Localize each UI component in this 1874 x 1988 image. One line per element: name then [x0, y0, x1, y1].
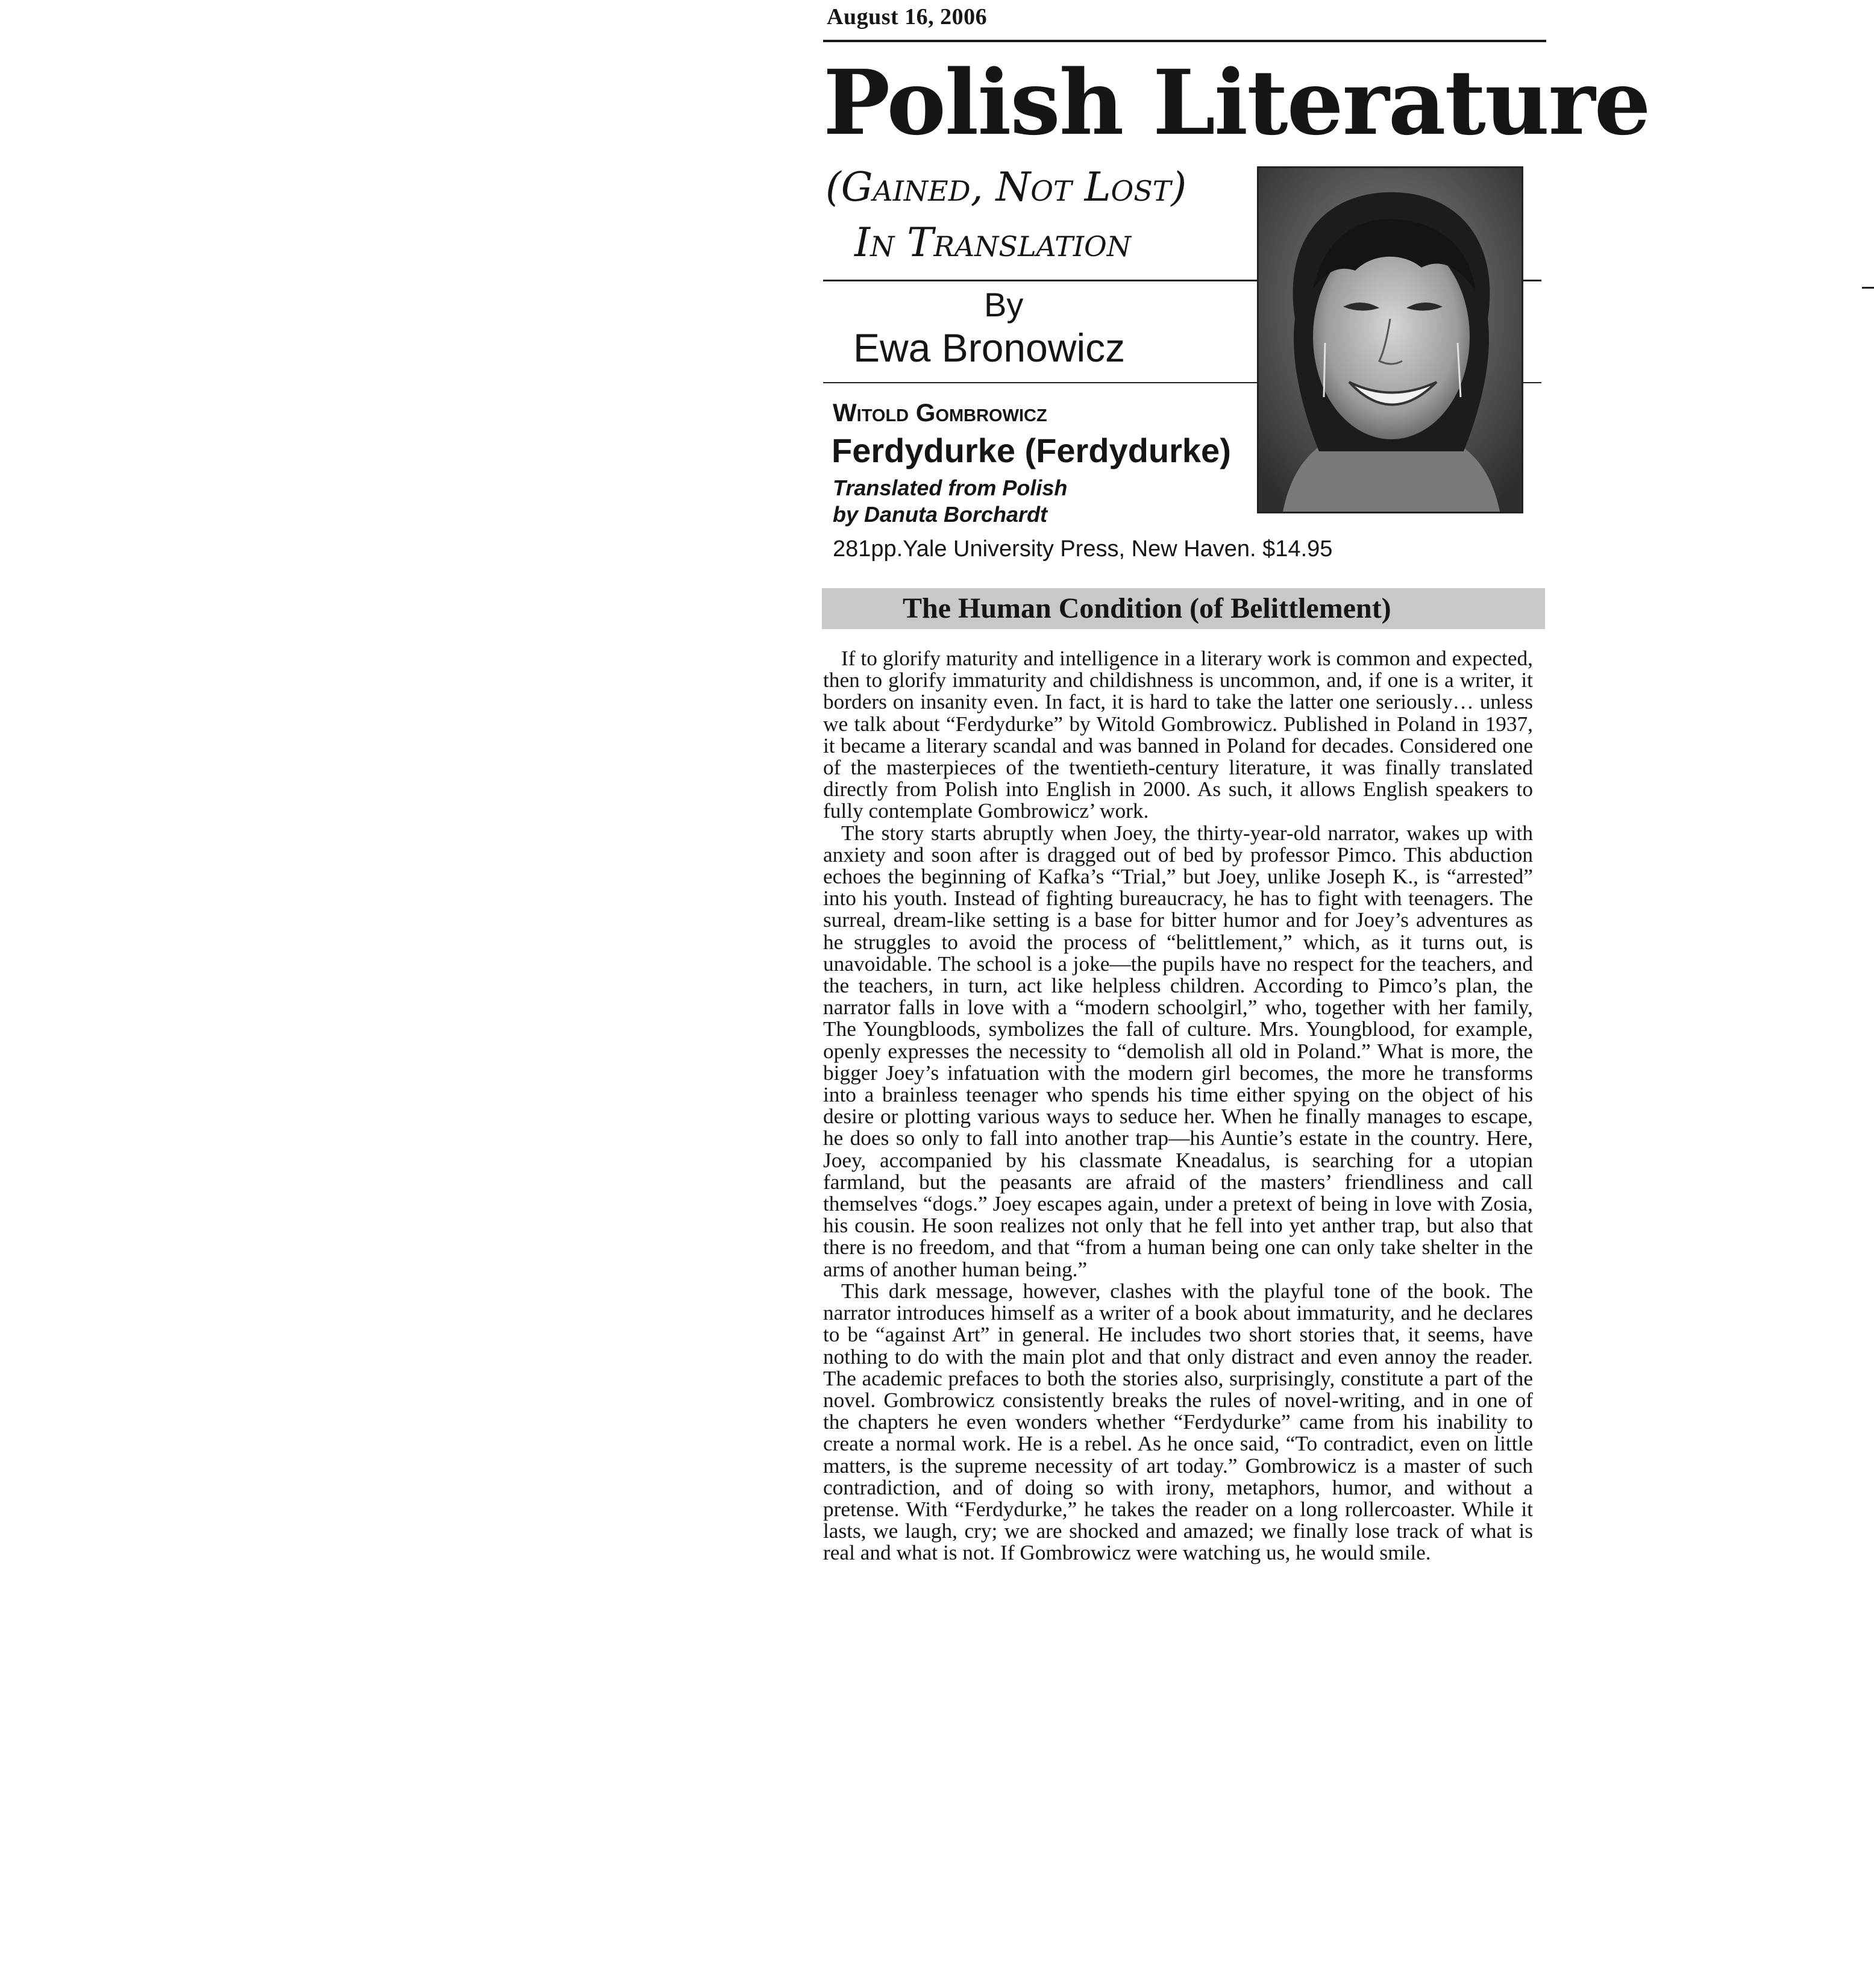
- translation-note-line-2: by Danuta Borchardt: [833, 502, 1048, 527]
- newspaper-clipping: [758, 0, 1650, 1988]
- byline-author: Ewa Bronowicz: [853, 325, 1126, 370]
- issue-date: August 16, 2006: [827, 4, 988, 30]
- article-subtitle-line-2: In Translation: [854, 219, 1132, 266]
- article-body: [823, 648, 1533, 1564]
- article-subtitle-line-1: (Gained, Not Lost): [826, 164, 1187, 210]
- divider-rule: [1862, 287, 1874, 289]
- byline-by: By: [984, 286, 1024, 324]
- book-title: Ferdydurke (Ferdydurke): [832, 431, 1231, 469]
- paragraph: This dark message, however, clashes with the playful tone of the book. The narrator introduces himself as a writer of a book about immaturity, and he declares to be “against Art” in general. He includes two short stories that, it seems, have nothing to do with the main plot and that only distract and even annoy the reader. The academic prefaces to both the stories also, surprisingly, constitute a part of the novel. Gombrowicz consistently breaks the rules of novel-writing, and in one of the chapters he even wonders whether “Ferdydurke” came from his inability to create a normal work. He is a rebel. As he once said, “To contradict, even on little matters, is the supreme necessity of art today.” Gombrowicz is a master of such contradiction, and of doing so with irony, metaphors, humor, and without a pretense. With “Ferdydurke,” he takes the reader on a long rollercoaster. While it lasts, we laugh, cry; we are shocked and amazed; we finally lose track of what is real and what is not. If Gombrowicz were watching us, he would smile.: [823, 1279, 1533, 1565]
- publication-details: 281pp.Yale University Press, New Haven. $14.95: [833, 536, 1333, 562]
- section-heading: The Human Condition (of Belittlement): [903, 592, 1391, 624]
- translation-note-line-1: Translated from Polish: [833, 475, 1068, 500]
- author-photo: [1257, 166, 1523, 513]
- book-author: Witold Gombrowicz: [833, 398, 1047, 427]
- paragraph: If to glorify maturity and intelligence in a literary work is common and expected, then to glorify immaturity and childishness is uncommon, and, if one is a writer, it borders on insanity even. In fact, it is hard to take the latter one seriously… unless we talk about “Ferdydurke” by Witold Gombrowicz. Published in Poland in 1937, it became a literary scandal and was banned in Poland for decades. Considered one of the masterpieces of the twentieth-century literature, it was finally translated directly from Polish into English in 2000. As such, it allows English speakers to fully contemplate Gombrowicz’ work.: [823, 647, 1533, 823]
- author-portrait-photo-icon: [1259, 168, 1521, 512]
- article-title: Polish Literature: [823, 50, 1650, 155]
- date-rule: [823, 40, 1546, 42]
- paragraph: The story starts abruptly when Joey, the thirty-year-old narrator, wakes up with anxiety and soon after is dragged out of bed by professor Pimco. This abduction echoes the beginning of Kafka’s “Trial,” but Joey, unlike Joseph K., is “arrested” into his youth. Instead of fighting bureaucracy, he has to fight with teenagers. The surreal, dream-like setting is a base for bitter humor and for Joey’s adventures as he struggles to avoid the process of “belittlement,” which, as it turns out, is unavoidable. The school is a joke—the pupils have no respect for the teachers, and the teachers, in turn, act like helpless children. According to Pimco’s plan, the narrator falls in love with a “modern schoolgirl,” who, together with her family, The Youngbloods, symbolizes the fall of culture. Mrs. Youngblood, for example, openly expresses the necessity to “demolish all old in Poland.” What is more, the bigger Joey’s infatuation with the modern girl becomes, the more he transforms into a brainless teenager who spends his time either spying on the object of his desire or plotting various ways to seduce her. When he finally manages to escape, he does so only to fall into another trap—his Auntie’s estate in the country. Here, Joey, accompanied by his classmate Kneadalus, is searching for a utopian farmland, but the peasants are afraid of the masters’ friendliness and call themselves “dogs.” Joey escapes again, under a pretext of being in love with Zosia, his cousin. He soon realizes not only that he fell into yet anther trap, but also that there is no freedom, and that “from a human being one can only take shelter in the arms of another human being.”: [823, 821, 1533, 1281]
